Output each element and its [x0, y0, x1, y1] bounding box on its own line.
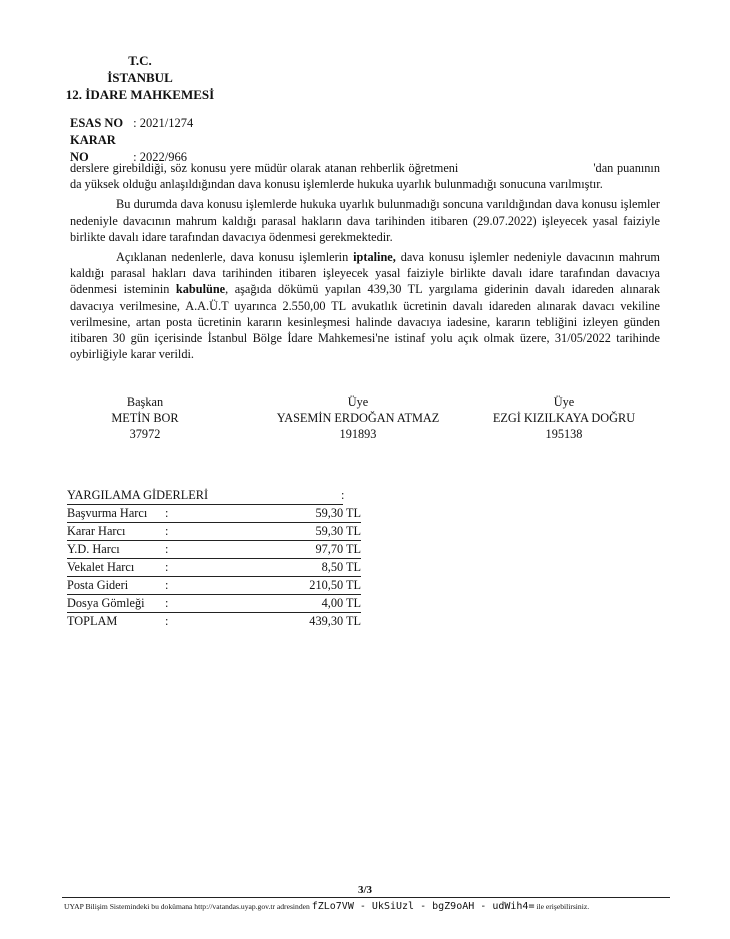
signature-id: 191893 — [339, 427, 377, 441]
footer-text-b: ile erişebilirsiniz. — [536, 902, 590, 911]
total-label: TOPLAM — [67, 614, 118, 628]
table-row — [67, 523, 361, 541]
esas-label: ESAS NO — [70, 116, 124, 130]
cost-colon: : — [165, 577, 205, 595]
signature-name: METİN BOR — [111, 411, 179, 425]
case-info — [70, 115, 193, 166]
signature-name: YASEMİN ERDOĞAN ATMAZ — [276, 411, 440, 425]
p3-iptaline: iptaline, — [353, 250, 396, 265]
signature-role: Üye — [553, 395, 575, 409]
p3-part-c: dava konusu işlemler nedeniyle davacının mahrum kaldığı parasal hakları dava tarihinden itibaren işleyecek yasal faiziyle birlikte davalı idare tarafından davacıya ödenmesi isteminin — [70, 250, 660, 297]
cost-label: Posta Gideri — [67, 577, 165, 595]
cost-colon: : — [165, 595, 205, 613]
footer-text-a: UYAP Bilişim Sistemindeki bu dokümana http://vatandas.uyap.gov.tr adresinden — [64, 902, 310, 911]
cost-colon: : — [165, 559, 205, 577]
cost-colon: : — [165, 541, 205, 559]
footer-line — [64, 901, 589, 912]
p1-part-a: derslere girebildiği, söz konusu yere müdür olarak atanan rehberlik öğretmeni — [70, 161, 459, 175]
costs-table — [67, 505, 361, 630]
header-city: İSTANBUL — [107, 70, 173, 85]
costs-title: YARGILAMA GİDERLERİ — [67, 488, 209, 502]
signature-president — [60, 394, 230, 442]
decision-body — [70, 160, 660, 362]
karar-label: KARAR NO — [70, 133, 116, 164]
karar-value: : 2022/966 — [133, 150, 187, 164]
page-number: 3/3 — [357, 884, 373, 896]
signature-name: EZGİ KIZILKAYA DOĞRU — [492, 411, 636, 425]
paragraph-2: Bu durumda dava konusu işlemlerde hukuka uyarlık bulunmadığı soncuna varıldığından dava konusu işlemler nedeniyle davacının mahrum kaldığı parasal hakların dava tarihinden itibaren (29.07.2022) işleyecek yasal faiziyle birlikte davalı idare tarafından davacıya ödenmesi gerekmektedir. — [70, 197, 660, 244]
p1-part-b: 'dan puanının da yüksek olduğu anlaşıldığından dava konusu işlemlerde hukuka uyarlık bulunmadığı sonucuna varılmıştır. — [70, 161, 661, 192]
cost-value: 210,50 TL — [205, 577, 361, 595]
verification-code: fZLo7VW - UkSiUzl - bgZ9oAH - udWih4= — [311, 901, 535, 912]
signature-id: 195138 — [545, 427, 583, 441]
cost-label: Dosya Gömleği — [67, 595, 165, 613]
cost-label: Y.D. Harcı — [67, 541, 165, 559]
table-row — [67, 595, 361, 613]
total-value: 439,30 TL — [309, 614, 361, 628]
header-tc: T.C. — [128, 53, 152, 68]
table-row — [67, 541, 361, 559]
cost-value: 59,30 TL — [205, 523, 361, 541]
signature-role: Üye — [347, 395, 369, 409]
cost-colon: : — [165, 505, 205, 523]
table-row-total — [67, 613, 361, 631]
cost-value: 4,00 TL — [205, 595, 361, 613]
costs-title-colon: : — [341, 488, 345, 502]
footer-divider — [62, 897, 670, 898]
paragraph-1 — [70, 160, 660, 192]
p3-part-e: , aşağıda dökümü yapılan 439,30 TL yargılama giderinin davalı idareden alınarak davacıya verilmesine, A.A.Ü.T uyarınca 2.550,00 TL avukatlık ücretinin davalı idareden alınarak davacı vekiline verilmesine, artan posta ücretinin kararın kesinleşmesi halinde davacıya iadesine, kararın tebliğini izleyen günden itibaren 30 gün içerisinde İstanbul Bölge İdare Mahkemesi'ne istinaf yolu açık olmak üzere, 31/05/2022 tarihinde oybirliğiyle karar verildi. — [70, 282, 660, 362]
cost-label: Vekalet Harcı — [67, 559, 165, 577]
signature-member-2 — [459, 394, 669, 442]
costs-section — [67, 487, 361, 630]
court-header — [60, 52, 220, 103]
table-row — [67, 559, 361, 577]
cost-value: 59,30 TL — [205, 505, 361, 523]
signature-id: 37972 — [129, 427, 161, 441]
cost-label: Başvurma Harcı — [67, 505, 165, 523]
costs-header — [67, 487, 343, 505]
signature-role: Başkan — [126, 395, 164, 409]
paragraph-3 — [70, 249, 660, 362]
header-court: 12. İDARE MAHKEMESİ — [65, 87, 215, 102]
total-colon: : — [165, 614, 169, 628]
signature-member-1 — [253, 394, 463, 442]
p3-part-a: Açıklanan nedenlerle, dava konusu işlemlerin — [116, 250, 349, 265]
esas-value: : 2021/1274 — [133, 116, 194, 130]
esas-row — [70, 115, 193, 132]
table-row — [67, 505, 361, 523]
p3-kabulune: kabulüne — [175, 282, 226, 297]
table-row — [67, 577, 361, 595]
cost-colon: : — [165, 523, 205, 541]
cost-value: 97,70 TL — [205, 541, 361, 559]
cost-label: Karar Harcı — [67, 523, 165, 541]
cost-value: 8,50 TL — [205, 559, 361, 577]
